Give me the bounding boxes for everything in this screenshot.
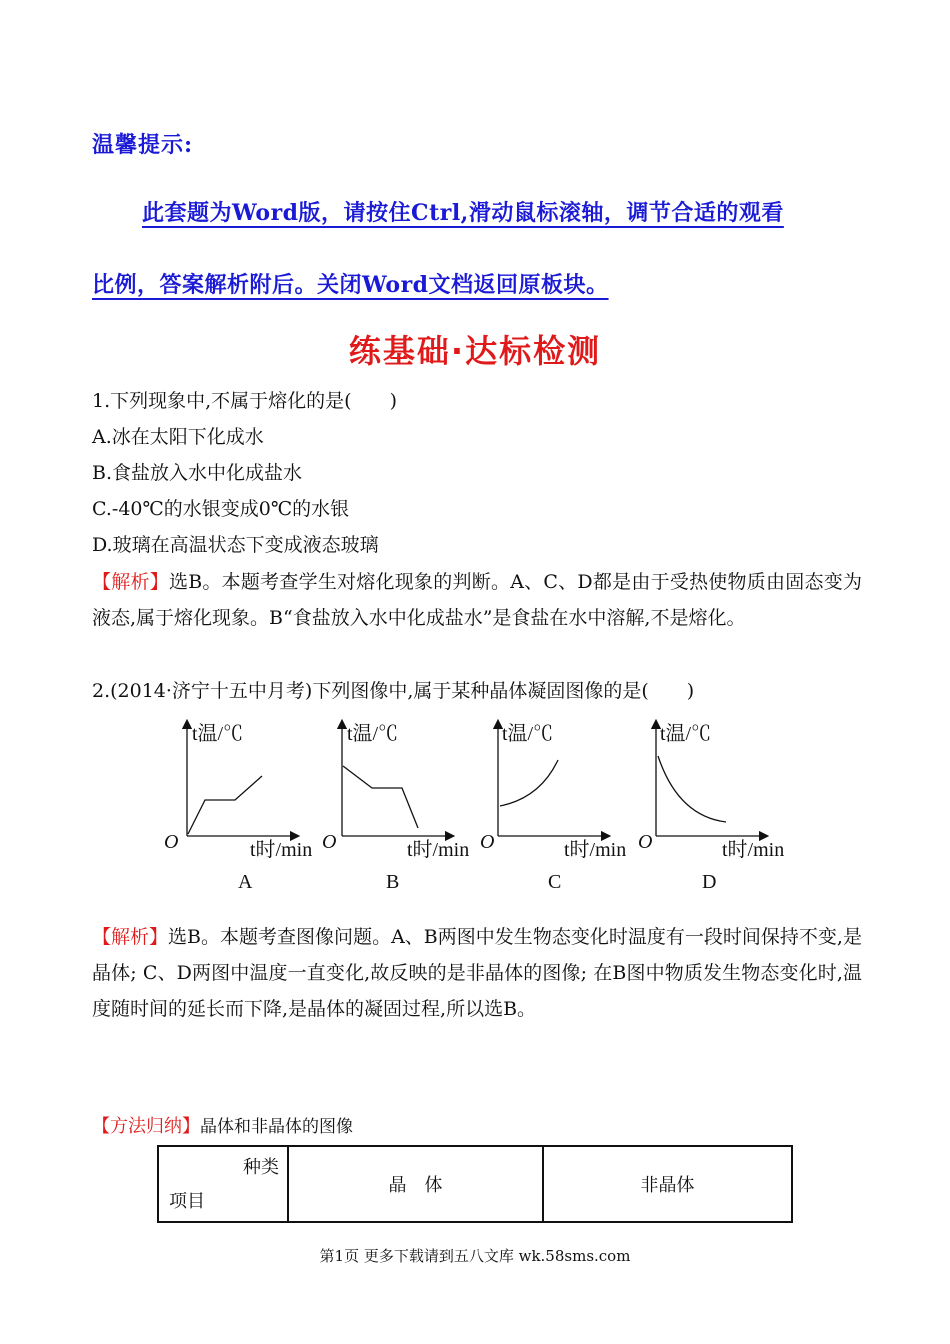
analysis-tag: 【解析】: [92, 926, 169, 948]
graph-d: [638, 722, 784, 893]
graph-c-curve: [500, 760, 558, 806]
graph-b-label: B: [386, 871, 400, 893]
graph-c: [480, 722, 626, 893]
graph-c-label: C: [548, 871, 562, 893]
q2-analysis-text: 选B。本题考查图像问题。A、B两图中发生物态变化时温度有一段时间保持不变,是晶体; C、D两图中温度一直变化,故反映的是非晶体的图像; 在B图中物质发生物态变化时,温度随时间的延长而下降,是晶体的凝固过程,所以选B。: [92, 926, 862, 1020]
graph-b-origin: O: [322, 831, 337, 853]
graph-b-curve: [343, 766, 418, 828]
graph-c-x-label: t时/min: [564, 839, 627, 861]
method-text: 晶体和非晶体的图像: [200, 1117, 353, 1137]
table-corner-bottom: 项目: [169, 1191, 205, 1212]
q1-option-a: A.冰在太阳下化成水: [92, 426, 264, 448]
q1-option-b: B.食盐放入水中化成盐水: [92, 462, 303, 484]
section-title: 练基础·达标检测: [348, 332, 602, 370]
page-footer: 第1页 更多下载请到五八文库 wk.58sms.com: [319, 1247, 631, 1265]
method-summary: [92, 1112, 353, 1138]
table-corner-top: 种类: [243, 1157, 279, 1178]
graph-a-origin: O: [164, 831, 179, 853]
graph-d-x-label: t时/min: [722, 839, 785, 861]
q1-option-d: D.玻璃在高温状态下变成液态玻璃: [92, 534, 379, 556]
comparison-table: [157, 1145, 793, 1223]
tip-title: 温馨提示:: [92, 132, 194, 158]
q2-graphs: [150, 716, 810, 896]
table-header-crystal: 晶 体: [288, 1146, 543, 1222]
graph-d-label: D: [702, 871, 717, 893]
table-header-noncrystal: 非晶体: [543, 1146, 792, 1222]
q2-analysis: [92, 919, 862, 1027]
graph-a-label: A: [238, 871, 253, 893]
graph-a: [164, 722, 312, 893]
graph-d-origin: O: [638, 831, 653, 853]
graph-b-y-label: t温/℃: [347, 723, 399, 745]
q1-option-c: C.-40℃的水银变成0℃的水银: [92, 498, 350, 520]
table-corner-cell: [158, 1146, 288, 1222]
tip-line-2: 比例，答案解析附后。关闭Word文档返回原板块。: [92, 272, 609, 298]
graph-c-y-label: t温/℃: [502, 723, 554, 745]
q1-analysis: [92, 564, 862, 636]
graph-a-y-label: t温/℃: [192, 723, 244, 745]
graph-b: [322, 722, 469, 893]
graph-a-curve: [188, 776, 262, 834]
analysis-tag: 【解析】: [92, 571, 169, 593]
q1-stem: 1.下列现象中,不属于熔化的是( ): [92, 390, 397, 412]
q1-analysis-text: 选B。本题考查学生对熔化现象的判断。A、C、D都是由于受热使物质由固态变为液态,属于熔化现象。B“食盐放入水中化成盐水”是食盐在水中溶解,不是熔化。: [92, 571, 862, 629]
graph-a-x-label: t时/min: [250, 839, 313, 861]
graph-b-x-label: t时/min: [407, 839, 470, 861]
graph-c-origin: O: [480, 831, 495, 853]
method-tag: 【方法归纳】: [92, 1116, 200, 1137]
tip-line-1: 此套题为Word版，请按住Ctrl,滑动鼠标滚轴，调节合适的观看: [142, 200, 784, 226]
graph-d-y-label: t温/℃: [660, 723, 712, 745]
q2-stem: 2.(2014·济宁十五中月考)下列图像中,属于某种晶体凝固图像的是( ): [92, 680, 695, 702]
graph-d-curve: [658, 756, 726, 822]
